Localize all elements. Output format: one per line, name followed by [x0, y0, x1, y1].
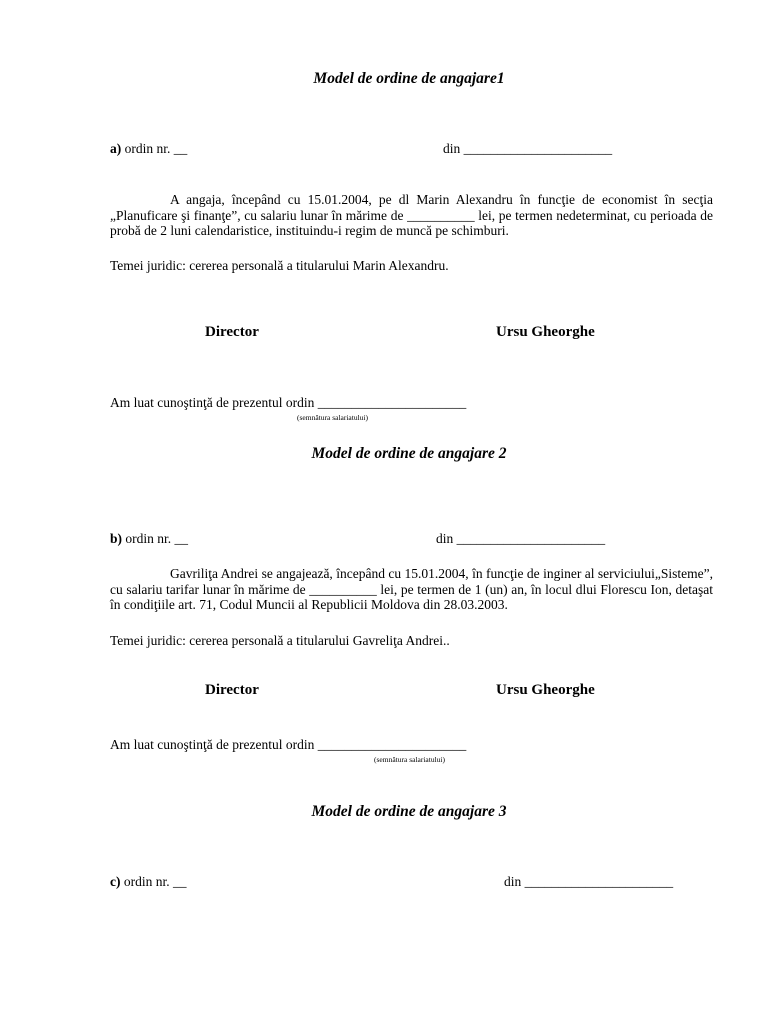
section-1-order-number: ordin nr. __ — [124, 141, 188, 156]
section-3-order-line — [110, 874, 187, 890]
section-2-letter: b) — [110, 531, 123, 546]
section-1-acknowledgement: Am luat cunoştinţă de prezentul ordin ______________________ — [110, 395, 467, 410]
section-1-director-label: Director — [205, 324, 259, 340]
section-2-acknowledgement: Am luat cunoştinţă de prezentul ordin ______________________ — [110, 737, 467, 752]
section-3-letter: c) — [110, 874, 121, 889]
section-3-title: Model de ordine de angajare 3 — [311, 803, 507, 820]
section-1-order-line — [110, 141, 187, 157]
section-1-legal-basis: Temei juridic: cererea personală a titularului Marin Alexandru. — [110, 258, 449, 273]
section-1-date: din ______________________ — [443, 141, 613, 156]
section-2-body: Gavriliţa Andrei se angajează, începând cu 15.01.2004, în funcţie de inginer al serviciului„Sisteme”, cu salariu tarifar lunar în mărime de __________ lei, pe termen de 1 (un) an, în locul dlui Florescu Ion, detaşat în condiţiile art. 71, Codul Muncii al Republicii Moldova din 28.03.2003. — [110, 566, 713, 612]
section-2-director-label: Director — [205, 682, 259, 698]
section-3-date: din ______________________ — [504, 874, 674, 889]
section-2-signature-caption: (semnătura salariatului) — [374, 755, 446, 764]
section-3-order-number: ordin nr. __ — [123, 874, 187, 889]
section-1-body: A angaja, începând cu 15.01.2004, pe dl Marin Alexandru în funcţie de economist în secţia „Planuficare şi finanţe”, cu salariu lunar în mărime de __________ lei, pe termen nedeterminat, cu perioada de probă de 2 luni calendaristice, instituindu-i regim de muncă pe schimburi. — [110, 192, 713, 238]
section-2-director-name: Ursu Gheorghe — [496, 682, 595, 698]
section-1-director-name: Ursu Gheorghe — [496, 324, 595, 340]
section-2-title: Model de ordine de angajare 2 — [311, 445, 507, 462]
section-2-order-number: ordin nr. __ — [125, 531, 189, 546]
section-2-order-line — [110, 531, 188, 547]
section-2-date: din ______________________ — [436, 531, 606, 546]
section-1-letter: a) — [110, 141, 122, 156]
section-2-legal-basis: Temei juridic: cererea personală a titularului Gavreliţa Andrei.. — [110, 633, 450, 648]
section-1-title: Model de ordine de angajare1 — [313, 70, 505, 87]
section-1-signature-caption: (semnătura salariatului) — [297, 413, 369, 422]
